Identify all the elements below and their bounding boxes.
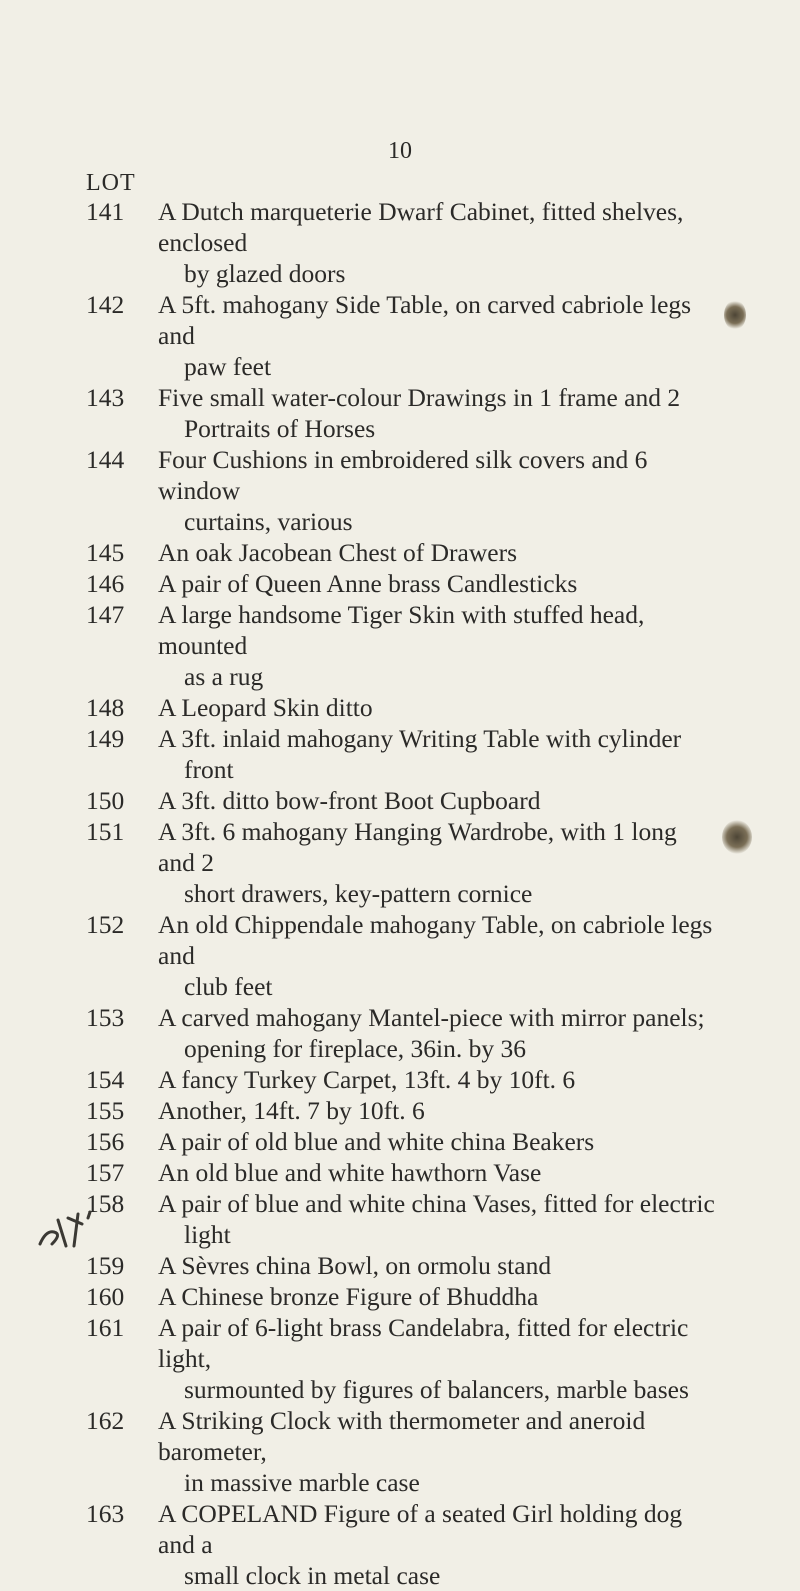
lot-entry <box>86 816 716 909</box>
lot-entry <box>86 1157 716 1188</box>
lot-description-line: A pair of blue and white china Vases, fitted for electric <box>158 1189 715 1218</box>
lot-description <box>158 692 716 723</box>
lot-description-line: Five small water-colour Drawings in 1 frame and 2 <box>158 383 681 412</box>
lot-description-line: Four Cushions in embroidered silk covers and 6 window <box>158 445 648 505</box>
lot-description-line: by glazed doors <box>184 259 346 288</box>
lot-number: 154 <box>86 1065 125 1094</box>
lot-description-line: in massive marble case <box>184 1468 420 1497</box>
lot-description <box>158 537 716 568</box>
lot-description <box>158 1498 716 1591</box>
lot-description <box>158 382 716 444</box>
lot-description-line: light <box>184 1220 231 1249</box>
lot-entry <box>86 1002 716 1064</box>
lot-description <box>158 196 716 289</box>
lot-description-line: A carved mahogany Mantel-piece with mirror panels; <box>158 1003 705 1032</box>
lot-number: 152 <box>86 910 125 939</box>
lot-description <box>158 568 716 599</box>
lot-entry <box>86 1498 716 1591</box>
lot-description <box>158 723 716 785</box>
lot-number: 156 <box>86 1127 125 1156</box>
lot-entry <box>86 599 716 692</box>
lot-description-line: A pair of Queen Anne brass Candlesticks <box>158 569 578 598</box>
lot-description <box>158 1312 716 1405</box>
lot-description <box>158 909 716 1002</box>
lot-number: 141 <box>86 197 125 226</box>
lot-description-line: short drawers, key-pattern cornice <box>184 879 533 908</box>
lot-entry <box>86 1095 716 1126</box>
lot-number: 143 <box>86 383 125 412</box>
lot-number: 163 <box>86 1499 125 1528</box>
lot-description <box>158 1188 716 1250</box>
lot-number: 162 <box>86 1406 125 1435</box>
lot-description-line: An old Chippendale mahogany Table, on cabriole legs and <box>158 910 713 970</box>
lot-description-line: An oak Jacobean Chest of Drawers <box>158 538 518 567</box>
lot-number: 144 <box>86 445 125 474</box>
lot-number: 159 <box>86 1251 125 1280</box>
lot-description <box>158 289 716 382</box>
lot-entry <box>86 444 716 537</box>
lot-description-line: surmounted by figures of balancers, marble bases <box>184 1375 689 1404</box>
lot-number: 157 <box>86 1158 125 1187</box>
lot-description-line: Another, 14ft. 7 by 10ft. 6 <box>158 1096 425 1125</box>
lot-entry <box>86 1312 716 1405</box>
page-number: 10 <box>388 138 412 164</box>
lot-number: 150 <box>86 786 125 815</box>
lot-entry <box>86 723 716 785</box>
lot-description-line: A 3ft. inlaid mahogany Writing Table with cylinder <box>158 724 682 753</box>
lot-entry <box>86 1281 716 1312</box>
lot-description <box>158 1002 716 1064</box>
lot-description-line: curtains, various <box>184 507 353 536</box>
lot-description <box>158 1064 716 1095</box>
lot-number: 149 <box>86 724 125 753</box>
lot-entry <box>86 196 716 289</box>
lot-number: 160 <box>86 1282 125 1311</box>
handwritten-note <box>32 1204 102 1254</box>
lot-description-line: A 3ft. 6 mahogany Hanging Wardrobe, with 1 long and 2 <box>158 817 677 877</box>
ink-stain <box>722 820 752 854</box>
lot-description <box>158 1126 716 1157</box>
lot-number: 148 <box>86 693 125 722</box>
lot-description-line: A Chinese bronze Figure of Bhuddha <box>158 1282 539 1311</box>
lot-entry <box>86 909 716 1002</box>
lot-description-line: An old blue and white hawthorn Vase <box>158 1158 542 1187</box>
lot-number: 146 <box>86 569 125 598</box>
lot-entry <box>86 568 716 599</box>
lot-description-line: front <box>184 755 234 784</box>
lot-entry <box>86 1064 716 1095</box>
lot-entry <box>86 382 716 444</box>
lot-description <box>158 1157 716 1188</box>
lot-entry <box>86 537 716 568</box>
lot-description-line: A COPELAND Figure of a seated Girl holding dog and a <box>158 1499 683 1559</box>
lot-description <box>158 816 716 909</box>
lot-description-line: club feet <box>184 972 273 1001</box>
lot-number: 145 <box>86 538 125 567</box>
lot-description <box>158 444 716 537</box>
lot-description-line: A fancy Turkey Carpet, 13ft. 4 by 10ft. 6 <box>158 1065 576 1094</box>
lot-description <box>158 1250 716 1281</box>
lot-description <box>158 1405 716 1498</box>
lot-entry <box>86 1405 716 1498</box>
lot-description-line: A pair of 6-light brass Candelabra, fitted for electric light, <box>158 1313 689 1373</box>
lot-list <box>86 196 716 1591</box>
lot-description-line: Portraits of Horses <box>184 414 376 443</box>
lot-description-line: small clock in metal case <box>184 1561 441 1590</box>
lot-description-line: opening for fireplace, 36in. by 36 <box>184 1034 527 1063</box>
lot-number: 147 <box>86 600 125 629</box>
lot-entry <box>86 785 716 816</box>
lot-description-line: A pair of old blue and white china Beakers <box>158 1127 595 1156</box>
lot-entry <box>86 289 716 382</box>
lot-description-line: as a rug <box>184 662 264 691</box>
lot-number: 151 <box>86 817 125 846</box>
lot-description-line: A Dutch marqueterie Dwarf Cabinet, fitted shelves, enclosed <box>158 197 684 257</box>
lot-description <box>158 1095 716 1126</box>
lot-description-line: A 3ft. ditto bow-front Boot Cupboard <box>158 786 541 815</box>
lot-number: 158 <box>86 1189 125 1218</box>
lot-entry <box>86 1250 716 1281</box>
lot-description-line: A 5ft. mahogany Side Table, on carved cabriole legs and <box>158 290 692 350</box>
lot-number: 142 <box>86 290 125 319</box>
lot-description-line: A Leopard Skin ditto <box>158 693 373 722</box>
lot-description-line: A Striking Clock with thermometer and aneroid barometer, <box>158 1406 646 1466</box>
lot-number: 161 <box>86 1313 125 1342</box>
lot-entry <box>86 1188 716 1250</box>
lot-description-line: paw feet <box>184 352 272 381</box>
lot-description <box>158 785 716 816</box>
lot-description <box>158 1281 716 1312</box>
lot-description-line: A Sèvres china Bowl, on ormolu stand <box>158 1251 552 1280</box>
lot-number: 155 <box>86 1096 125 1125</box>
lot-entry <box>86 692 716 723</box>
lot-description-line: A large handsome Tiger Skin with stuffed head, mounted <box>158 600 645 660</box>
lot-number: 153 <box>86 1003 125 1032</box>
lot-column-header: LOT <box>86 170 136 196</box>
lot-description <box>158 599 716 692</box>
lot-entry <box>86 1126 716 1157</box>
ink-stain <box>724 300 746 330</box>
